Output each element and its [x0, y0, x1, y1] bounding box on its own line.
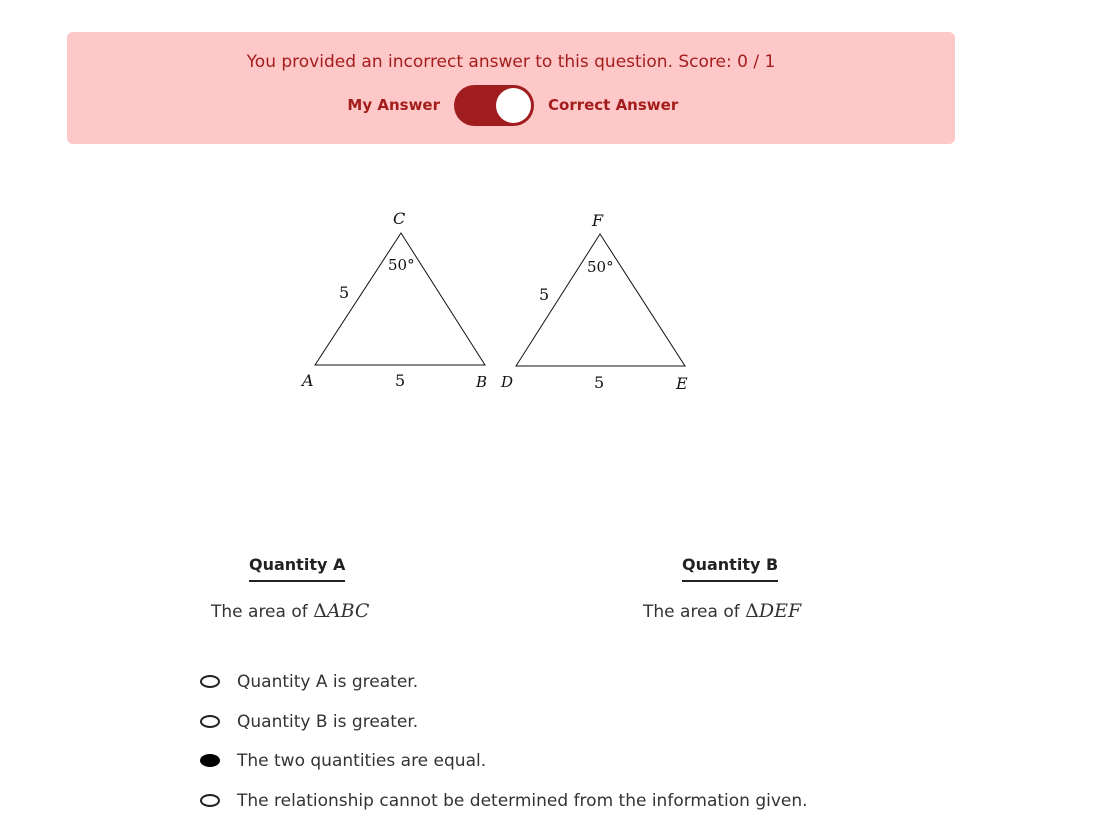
option-label[interactable]: The relationship cannot be determined from the information given.: [237, 790, 808, 811]
vertex-d-label: D: [501, 373, 514, 391]
radio-button[interactable]: [200, 794, 220, 807]
quantity-b-prefix: The area of: [643, 602, 740, 622]
vertex-b-label: B: [476, 373, 488, 391]
quantity-b-math: ΔDEF: [745, 600, 802, 622]
result-banner: [67, 32, 955, 144]
angle-f-label: 50°: [587, 258, 614, 276]
vertex-e-label: E: [676, 374, 688, 393]
answer-options: [200, 668, 808, 822]
vertex-c-label: C: [393, 209, 406, 228]
quantity-a-text: [211, 600, 369, 622]
side-ab-label: 5: [395, 371, 406, 390]
quantity-a-prefix: The area of: [211, 602, 308, 622]
option-label[interactable]: The two quantities are equal.: [237, 751, 487, 771]
radio-button-selected[interactable]: [200, 754, 220, 767]
side-df-label: 5: [539, 285, 550, 304]
option-b-greater[interactable]: [200, 708, 808, 748]
option-equal[interactable]: [200, 747, 808, 787]
vertex-a-label: A: [302, 371, 314, 390]
triangles-figure: [290, 200, 710, 400]
answer-toggle-row: [67, 85, 955, 127]
correct-answer-label[interactable]: Correct Answer: [548, 96, 679, 114]
option-a-greater[interactable]: [200, 668, 808, 708]
option-label[interactable]: Quantity B is greater.: [237, 711, 419, 732]
quantity-a-math: ΔABC: [313, 600, 370, 622]
quantity-b-text: [643, 600, 801, 622]
option-label[interactable]: Quantity A is greater.: [237, 672, 419, 692]
result-message: You provided an incorrect answer to this question. Score: 0 / 1: [246, 52, 776, 72]
my-answer-label[interactable]: My Answer: [347, 96, 440, 114]
quantity-a-header: Quantity A: [249, 555, 345, 582]
answer-toggle-switch[interactable]: [454, 85, 534, 126]
side-de-label: 5: [594, 373, 605, 392]
side-ac-label: 5: [339, 283, 350, 302]
angle-c-label: 50°: [388, 256, 415, 274]
radio-button[interactable]: [200, 715, 220, 728]
radio-button[interactable]: [200, 675, 220, 688]
quantity-b-header: Quantity B: [682, 555, 778, 582]
vertex-f-label: F: [592, 211, 604, 230]
toggle-knob[interactable]: [496, 88, 531, 123]
option-cannot-determine[interactable]: [200, 787, 808, 822]
